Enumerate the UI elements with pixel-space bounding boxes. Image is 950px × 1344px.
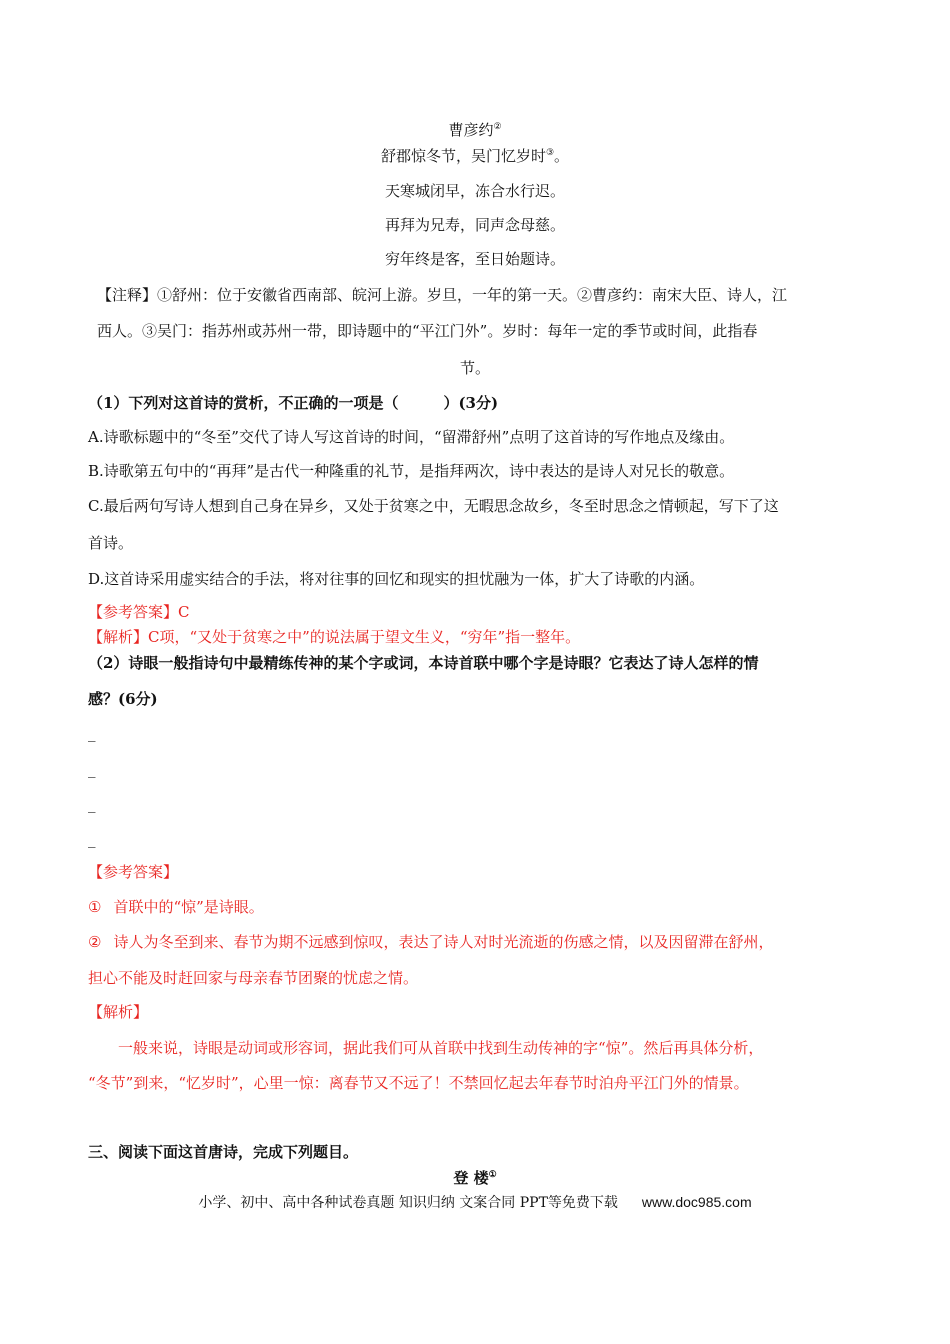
q2-answer-1	[88, 896, 868, 917]
poem-line-2: 天寒城闭早，冻合水行迟。	[384, 182, 565, 200]
footer-text: 小学、初中、高中各种试卷真题 知识归纳 文案合同 PPT等免费下载	[198, 1195, 618, 1211]
q2-answer-1-text: 首联中的“惊”是诗眼。	[113, 898, 264, 916]
q2-answer-2-number: ②	[88, 933, 102, 951]
poem-line-1-punct: 。	[554, 147, 570, 165]
poem-line-4: 穷年终是客，至日始题诗。	[384, 250, 565, 268]
q2-analysis-line-1: 一般来说，诗眼是动词或形容词，据此我们可从首联中找到生动传神的字“惊”。然后再具体分析，	[118, 1039, 764, 1057]
footer	[0, 1192, 950, 1212]
notes-line-3: 节。	[459, 359, 490, 377]
q2-stem-line-1: （2）诗眼一般指诗句中最精练传神的某个字或词，本诗首联中哪个字是诗眼？它表达了诗人怎样的情	[88, 654, 759, 672]
section-3-poem-title	[0, 1167, 950, 1188]
q1-analysis: 【解析】C项，“又处于贫寒之中”的说法属于望文生义，“穷年”指一整年。	[88, 628, 581, 646]
q2-analysis-line-2: “冬节”到来，“忆岁时”，心里一惊：离春节又不远了！不禁回忆起去年春节时泊舟平江门外的情景。	[88, 1074, 749, 1092]
q1-option-a: A.诗歌标题中的“冬至”交代了诗人写这首诗的时间，“留滞舒州”点明了这首诗的写作地点及缘由。	[88, 428, 735, 446]
notes-line-2: 西人。③吴门：指苏州或苏州一带，即诗题中的“平江门外”。岁时：每年一定的季节或时间，此指春	[97, 322, 758, 340]
footer-url[interactable]: www.doc985.com	[641, 1194, 752, 1210]
q1-option-c-line-1: C.最后两句写诗人想到自己身在异乡，又处于贫寒之中，无暇思念故乡，冬至时思念之情顿起，写下了这	[88, 497, 779, 515]
q2-answer-blank-3: _	[88, 795, 96, 813]
q2-stem-line-2: 感？(6分)	[88, 690, 158, 708]
notes-line-1: 【注释】①舒州：位于安徽省西南部、皖河上游。岁旦，一年的第一天。②曹彦约：南宋大臣、诗人，江	[97, 286, 788, 304]
poem-line-1-note-mark: ③	[545, 148, 555, 158]
q2-analysis-label: 【解析】	[88, 1003, 149, 1021]
poem-author-note-mark: ②	[493, 122, 502, 132]
q1-answer: 【参考答案】C	[88, 603, 190, 621]
q2-answer-blank-1: _	[88, 724, 96, 742]
section-3-poem-title-note-mark: ①	[488, 1170, 497, 1180]
section-3-heading: 三、阅读下面这首唐诗，完成下列题目。	[88, 1143, 359, 1161]
poem-line-3: 再拜为兄寿，同声念母慈。	[384, 216, 565, 234]
q1-option-b: B.诗歌第五句中的“再拜”是古代一种隆重的礼节，是指拜两次，诗中表达的是诗人对兄长的敬意。	[88, 462, 735, 480]
q2-answer-blank-4: _	[88, 830, 96, 848]
poem-author	[0, 119, 950, 140]
poem-author-name: 曹彦约	[448, 121, 494, 139]
q2-answer-blank-2: _	[88, 760, 96, 778]
poem-line-1-text: 舒郡惊冬节，吴门忆岁时	[380, 147, 546, 165]
q1-option-d: D.这首诗采用虚实结合的手法，将对往事的回忆和现实的担忧融为一体，扩大了诗歌的内涵。	[88, 570, 705, 588]
q2-answer-2-text: 诗人为冬至到来、春节为期不远感到惊叹，表达了诗人对时光流逝的伤感之情，以及因留滞在舒州，	[113, 933, 774, 951]
q2-answer-2-line-2: 担心不能及时赶回家与母亲春节团聚的忧虑之情。	[88, 969, 419, 987]
section-3-poem-title-text: 登 楼	[453, 1169, 489, 1187]
q1-option-c-line-2: 首诗。	[88, 534, 134, 552]
q2-answer-2-line-1	[88, 931, 868, 952]
poem-line-1	[0, 145, 950, 166]
q2-answer-label: 【参考答案】	[88, 863, 179, 881]
q2-answer-1-number: ①	[88, 898, 102, 916]
q1-stem: （1）下列对这首诗的赏析，不正确的一项是（ ）(3分)	[88, 394, 499, 412]
